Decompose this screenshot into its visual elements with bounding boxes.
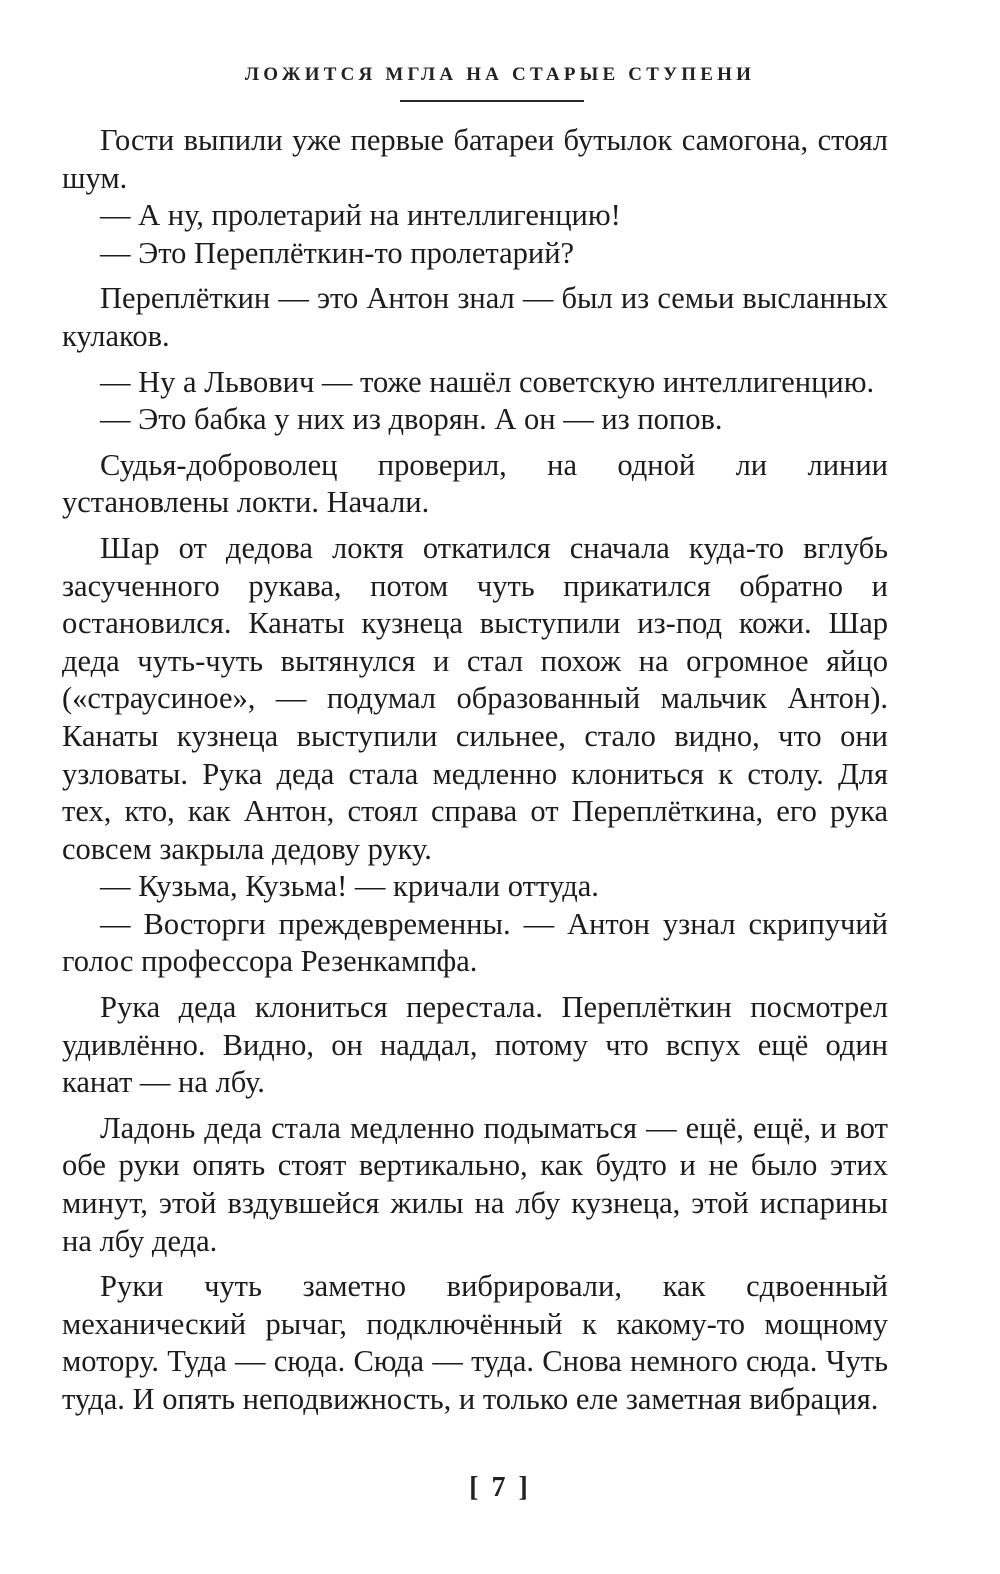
page-number: [ 7 ] — [469, 1472, 531, 1503]
paragraph: — Это Переплёткин-то пролетарий? — [100, 235, 575, 270]
body-text — [62, 122, 888, 1419]
paragraph: — Кузьма, Кузьма! — кричали оттуда. — [100, 869, 599, 904]
paragraph: Гости выпили уже первые батареи бутылок самогона, стоял шум. — [62, 123, 888, 195]
header-rule — [400, 100, 584, 102]
paragraph: — Ну а Львович — тоже нашёл советскую интеллигенцию. — [100, 364, 875, 399]
paragraph: — Это бабка у них из дворян. А он — из попов. — [100, 402, 723, 437]
paragraph: Судья-доброволец проверил, на одной ли линии установлены локти. Начали. — [62, 447, 888, 520]
paragraph: Рука деда клониться перестала. Переплёткин посмотрел удивлённо. Видно, он наддал, потому что вспух ещё один канат — на лбу. — [62, 990, 888, 1100]
running-title: ЛОЖИТСЯ МГЛА НА СТАРЫЕ СТУПЕНИ — [244, 64, 756, 85]
paragraph: Ладонь деда стала медленно подыматься — ещё, ещё, и вот обе руки опять стоят вертикально, как будто и не было этих минут, этой вздувшейся жилы на лбу кузнеца, этой испарины на лбу деда. — [62, 1110, 888, 1258]
paragraph: Руки чуть заметно вибрировали, как сдвоенный механический рычаг, подключённый к какому-то мощному мотору. Туда — сюда. Сюда — туда. Снова немного сюда. Чуть туда. И опять неподвижность, и только еле заметная вибрация. — [62, 1269, 888, 1416]
paragraph: Переплёткин — это Антон знал — был из семьи высланных кулаков. — [62, 281, 888, 353]
paragraph: — А ну, пролетарий на интеллигенцию! — [100, 198, 621, 233]
paragraph: — Восторги преждевременны. — Антон узнал скрипучий голос профессора Резенкампфа. — [62, 906, 888, 979]
paragraph: Шар от дедова локтя откатился сначала куда-то вглубь засученного рукава, потом чуть прикатился обратно и остановился. Канаты кузнеца выступили из-под кожи. Шар деда чуть-чуть вытянулся и стал похож на огромное яйцо («страусиное», — подумал образованный мальчик Антон). Канаты кузнеца выступили сильнее, стало видно, что они узловаты. Рука деда стала медленно клониться к столу. Для тех, кто, как Антон, стоял справа от Переплёткина, его рука совсем закрыла дедову руку. — [62, 530, 888, 866]
